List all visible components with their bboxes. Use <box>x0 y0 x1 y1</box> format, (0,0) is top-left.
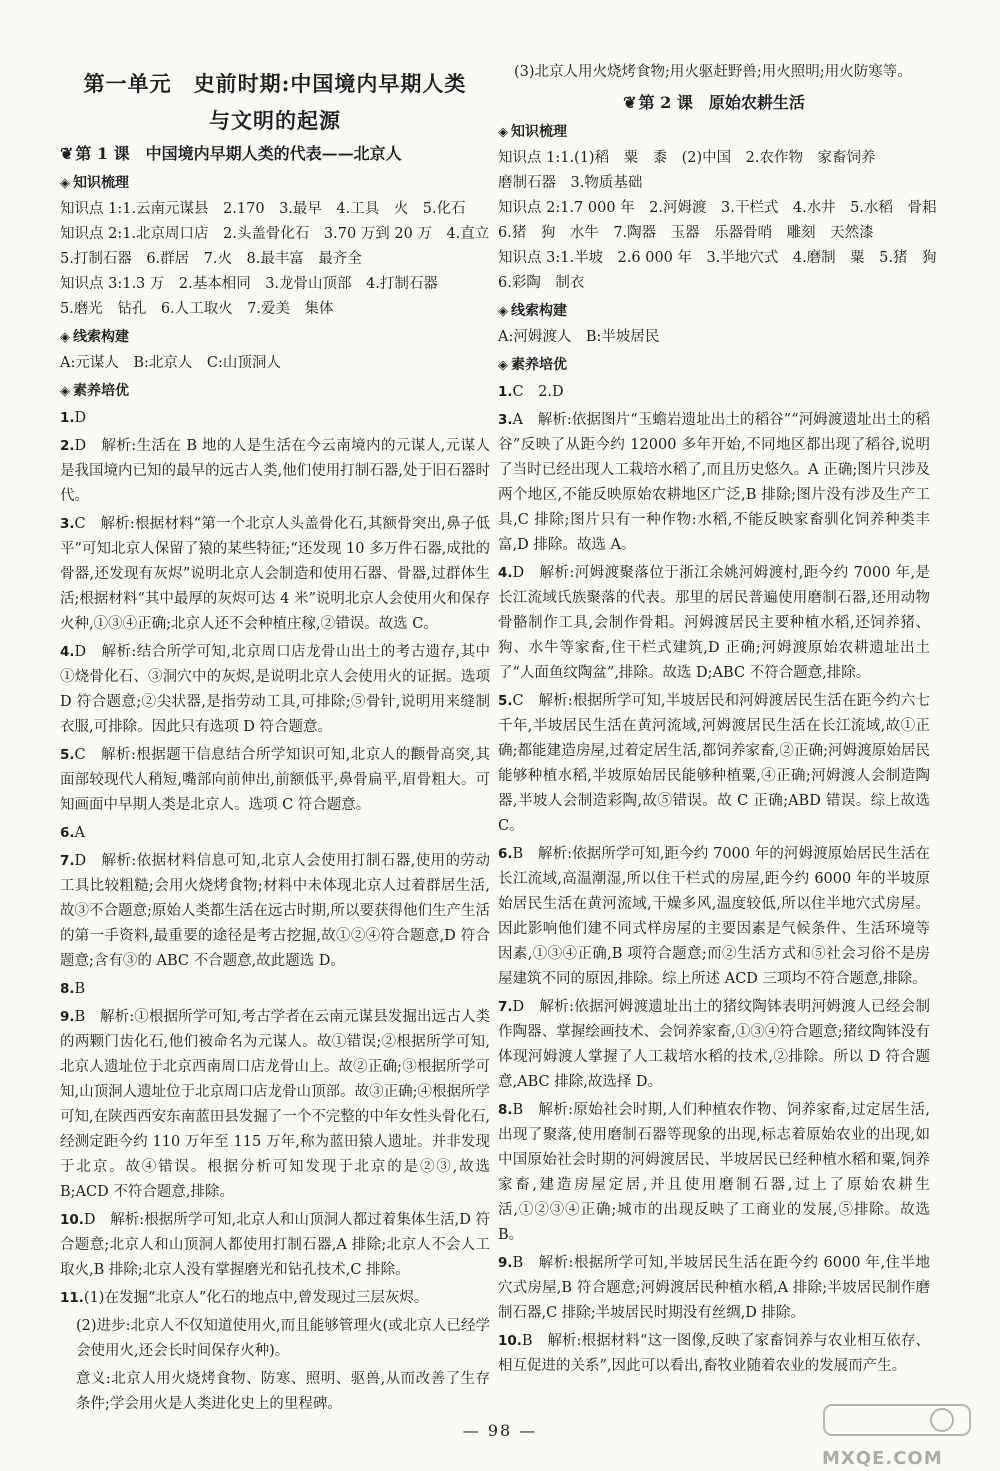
answer-item <box>60 1208 490 1283</box>
answer-item <box>498 1098 930 1248</box>
knowledge-line: 知识点 3:1.半坡 2.6 000 年 3.半地穴式 4.磨制 粟 5.猪 狗 <box>498 250 937 266</box>
answer-number: 10. <box>498 1333 522 1349</box>
clue-line: A:河姆渡人 B:半坡居民 <box>498 329 660 345</box>
lesson-1-heading <box>60 140 490 168</box>
answer-number: 6. <box>498 846 513 862</box>
answer-number: 8. <box>60 981 75 997</box>
answer-text: B 解析:根据材料“这一图像,反映了家畜饲养与农业相互依存、相互促进的关系”,因此可以看出,畜牧业随着农业的发展而产生。 <box>498 1333 930 1374</box>
answer-item <box>498 842 930 992</box>
diamond-icon: ◈ <box>498 358 508 373</box>
knowledge-list <box>498 146 937 296</box>
diamond-icon: ◈ <box>498 304 508 319</box>
knowledge-line: 知识点 3:1.3 万 2.基本相同 3.龙骨山顶部 4.打制石器 <box>60 276 438 292</box>
answer-text: A 解析:依据图片“玉蟾岩遗址出土的稻谷”“河姆渡遗址出土的稻谷”反映了从距今约 12000 多年开始,不同地区都出现了稻谷,说明了当时已经出现人工栽培水稻了,而且历史悠久。A 正确;图片只涉及两个地区,不能反映原始农耕地区广泛,B 排除;图片没有涉及生产工具,C 排除;图片只有一种作物:水稻,不能反映家畜驯化饲养种类丰富,D 排除。故选 A。 <box>498 412 930 553</box>
answer-text: D 解析:河姆渡聚落位于浙江余姚河姆渡村,距今约 7000 年,是长江流域氏族聚落的代表。那里的居民普遍使用磨制石器,还用动物骨骼制作工具,会制作骨耜。河姆渡居民主要种植水稻,还饲养猪、狗、水牛等家畜,住干栏式建筑,D 正确;河姆渡原始农耕遗址出土了“人面鱼纹陶盆”,排除。故选 D;ABC 不符合题意,排除。 <box>498 565 930 681</box>
watermark-logo <box>822 1403 972 1469</box>
section-heading: ◈ 素养培优 <box>498 352 930 379</box>
answer-text: B <box>74 981 86 997</box>
answer-number: 3. <box>498 412 513 428</box>
diamond-icon: ◈ <box>498 125 508 140</box>
answer-number: 5. <box>498 693 513 709</box>
answer-item <box>60 977 490 1002</box>
answer-item <box>60 640 490 740</box>
answer-number: 4. <box>60 644 75 660</box>
answer-item <box>498 1251 930 1326</box>
knowledge-line: 6.猪 狗 水牛 7.陶器 玉器 乐器骨哨 雕刻 天然漆 <box>498 225 874 241</box>
knowledge-line: 磨制石器 3.物质基础 <box>498 175 643 191</box>
answer-item <box>498 1329 930 1379</box>
answer-text: D <box>74 410 87 426</box>
answer-number: 10. <box>60 1212 84 1228</box>
knowledge-line: 知识点 2:1.7 000 年 2.河姆渡 3.干栏式 4.水井 5.水稻 骨耜 <box>498 200 937 216</box>
clue-line: A:元谋人 B:北京人 C:山顶洞人 <box>60 355 281 371</box>
answer-item <box>498 408 930 558</box>
lesson-2-title: 第 2 课 原始农耕生活 <box>638 93 805 112</box>
answer-text: C 解析:根据所学可知,半坡居民和河姆渡居民生活在距今约六七千年,半坡居民生活在黄河流域,河姆渡居民生活在长江流域,故①正确;都能建造房屋,过着定居生活,都饲养家畜,②正确;河姆渡原始居民能够种植水稻,半坡原始居民能够种植粟,④正确;河姆渡人会制造陶器,半坡人会制造彩陶,故⑤错误。故 C 正确;ABD 错误。综上故选 C。 <box>498 693 930 834</box>
answer-number: 6. <box>60 825 75 841</box>
lesson-2-heading <box>498 89 930 117</box>
leaf-icon: ❦ <box>60 144 74 163</box>
answer-number: 11. <box>60 1290 84 1306</box>
unit-title-line2: 与文明的起源 <box>209 108 341 133</box>
answer-item <box>498 689 930 839</box>
knowledge-line: 5.打制石器 6.群居 7.火 8.最丰富 最齐全 <box>60 251 362 267</box>
answer-number: 9. <box>498 1255 513 1271</box>
answer-item <box>60 743 490 818</box>
answer-number: 8. <box>498 1102 513 1118</box>
answer-number: 9. <box>60 1009 75 1025</box>
answer-text: D 解析:结合所学可知,北京周口店龙骨山出土的考古遗存,其中①烧骨化石、③洞穴中的灰烬,是说明北京人会使用火的证据。选项 D 符合题意;②尖状器,是指劳动工具,可排除;⑤骨针,说明用来缝制衣服,可排除。因此只有选项 D 符合题意。 <box>60 644 490 735</box>
answer-text: C 解析:根据题干信息结合所学知识可知,北京人的颧骨高突,其面部较现代人稍短,嘴部向前伸出,前额低平,鼻骨扁平,眉骨粗大。可知画面中早期人类是北京人。选项 C 符合题意。 <box>60 747 490 813</box>
section-heading: ◈ 线索构建 <box>498 298 930 325</box>
answer-number: 2. <box>60 438 75 454</box>
answer-number: 4. <box>498 565 513 581</box>
diamond-icon: ◈ <box>60 330 70 345</box>
answer-text: C 2.D <box>512 384 564 400</box>
answer-text: C 解析:根据材料“第一个北京人头盖骨化石,其额骨突出,鼻子低平”可知北京人保留了猿的某些特征;“还发现 10 多万件石器,成批的骨器,还发现有灰烬”说明北京人会制造和使用石器、骨器,过群体生活;根据材料“其中最厚的灰烬可达 4 米”说明北京人会使用火和保存火种,①③④正确;北京人还不会种植庄稼,②错误。故选 C。 <box>60 516 490 632</box>
answer-text: D 解析:生活在 B 地的人是生活在今云南境内的元谋人,元谋人是我国境内已知的最早的远古人类,他们使用打制石器,处于旧石器时代。 <box>60 438 490 504</box>
answer-subpart: (3)北京人用火烧烤食物;用火驱赶野兽;用火照明;用火防寒等。 <box>514 64 912 80</box>
answer-text: A <box>74 825 86 841</box>
answer-item <box>60 821 490 846</box>
answer-text: B 解析:根据所学可知,半坡居民生活在距今约 6000 年,住半地穴式房屋,B 符合题意;河姆渡居民种植水稻,A 排除;半坡居民制作磨制石器,C 排除;半坡居民时期没有丝绸,D 排除。 <box>498 1255 930 1321</box>
diamond-icon: ◈ <box>60 176 70 191</box>
answer-item <box>498 995 930 1095</box>
answer-list <box>498 380 930 1379</box>
knowledge-line: 知识点 2:1.北京周口店 2.头盖骨化石 3.70 万到 20 万 4.直立 <box>60 226 490 242</box>
answer-number: 1. <box>498 384 513 400</box>
knowledge-line: 知识点 1:1.(1)稻 粟 黍 (2)中国 2.农作物 家畜饲养 <box>498 150 876 166</box>
knowledge-line: 5.磨光 钻孔 6.人工取火 7.爱美 集体 <box>60 301 334 317</box>
answer-text: D 解析:依据材料信息可知,北京人会使用打制石器,使用的劳动工具比较粗糙;会用火烧烤食物;材料中未体现北京人过着群居生活,故③不合题意;原始人类都生活在远古时期,所以要获得他们生产生活的第一手资料,最重要的途径是考古挖掘,故①②④符合题意,D 符合题意;含有③的 ABC 不合题意,故此题选 D。 <box>60 853 490 969</box>
answer-number: 3. <box>60 516 75 532</box>
answer-subpart: 意义:北京人用火烧烤食物、防寒、照明、驱兽,从而改善了生存条件;学会用火是人类进化史上的里程碑。 <box>76 1371 490 1412</box>
answer-number: 5. <box>60 747 75 763</box>
knowledge-line: 6.彩陶 制衣 <box>498 275 585 291</box>
answer-text: (1)在发掘“北京人”化石的地点中,曾发现过三层灰烬。 <box>83 1290 429 1306</box>
section-heading: ◈ 知识梳理 <box>60 170 490 197</box>
section-heading: ◈ 素养培优 <box>60 378 490 405</box>
answer-text: B 解析:①根据所学可知,考古学者在云南元谋县发掘出远古人类的两颗门齿化石,他们被命名为元谋人。故①错误;②根据所学可知,北京人遗址位于北京西南周口店龙骨山上。故②正确;③根据所学可知,山顶洞人遗址位于北京周口店龙骨山顶部。故③正确;④根据所学可知,在陕西西安东南蓝田县发掘了一个不完整的中年女性头骨化石,经测定距今约 110 万年至 115 万年,称为蓝田猿人遗址。并非发现于北京。故④错误。根据分析可知发现于北京的是②③,故选 B;ACD 不符合题意,排除。 <box>60 1009 490 1200</box>
answer-item <box>60 512 490 637</box>
right-column <box>498 62 937 1382</box>
left-column <box>60 62 490 1420</box>
lesson-1-title: 第 1 课 中国境内早期人类的代表——北京人 <box>75 144 402 163</box>
answer-list <box>60 406 490 1311</box>
answer-item <box>60 849 490 974</box>
unit-title-line1: 第一单元 史前时期:中国境内早期人类 <box>83 71 467 96</box>
answer-item <box>60 1005 490 1205</box>
answer-item <box>498 561 930 686</box>
answer-text: D 解析:依据河姆渡遗址出土的猪纹陶钵表明河姆渡人已经会制作陶器、掌握绘画技术、会饲养家畜,①③④符合题意;猪纹陶钵没有体现河姆渡人掌握了人工栽培水稻的技术,②排除。所以 D 符合题意,ABC 排除,故选择 D。 <box>498 999 930 1090</box>
answer-subpart: (2)进步:北京人不仅知道使用火,而且能够管理火(或北京人已经学会使用火,还会长时间保存火种)。 <box>76 1318 490 1359</box>
section-heading: ◈ 线索构建 <box>60 324 490 351</box>
page-number: — 98 — <box>462 1421 538 1440</box>
watermark-text: MXQE.COM <box>822 1448 943 1469</box>
answer-text: B 解析:原始社会时期,人们种植农作物、饲养家畜,过定居生活,出现了聚落,使用磨制石器等现象的出现,标志着原始农业的出现,如中国原始社会时期的河姆渡居民、半坡居民已经种植水稻和粟,饲养家畜,建造房屋定居,并且使用磨制石器,过上了原始农耕生活,①②③④正确;城市的出现反映了工商业的发展,⑤排除。故选 B。 <box>498 1102 930 1243</box>
knowledge-line: 知识点 1:1.云南元谋县 2.170 3.最早 4.工具 火 5.化石 <box>60 201 466 217</box>
answer-text: B 解析:依据所学可知,距今约 7000 年的河姆渡原始居民生活在长江流域,高温潮湿,所以住干栏式的房屋,距今约 6000 年的半坡原始居民生活在黄河流域,干燥多风,温度较低,所以住半地穴式房屋。因此影响他们建不同式样房屋的主要因素是气候条件、生活环境等因素,①③④正确,B 项符合题意;而②生活方式和⑤社会习俗不是房屋建筑不同的原因,排除。综上所述 ACD 三项均不符合题意,排除。 <box>498 846 930 987</box>
diamond-icon: ◈ <box>60 384 70 399</box>
answer-number: 7. <box>498 999 513 1015</box>
answer-item <box>60 434 490 509</box>
answer-item <box>498 380 930 405</box>
answer-number: 7. <box>60 853 75 869</box>
answer-number: 1. <box>60 410 75 426</box>
knowledge-list <box>60 197 490 322</box>
section-heading: ◈ 知识梳理 <box>498 119 930 146</box>
leaf-icon: ❦ <box>623 93 637 112</box>
answer-item <box>60 406 490 431</box>
answer-item <box>60 1286 490 1311</box>
answer-text: D 解析:根据所学可知,北京人和山顶洞人都过着集体生活,D 符合题意;北京人和山顶洞人都使用打制石器,A 排除;北京人不会人工取火,B 排除;北京人没有掌握磨光和钻孔技术,C 排除。 <box>60 1212 490 1278</box>
watermark-seal-icon <box>822 1403 972 1437</box>
